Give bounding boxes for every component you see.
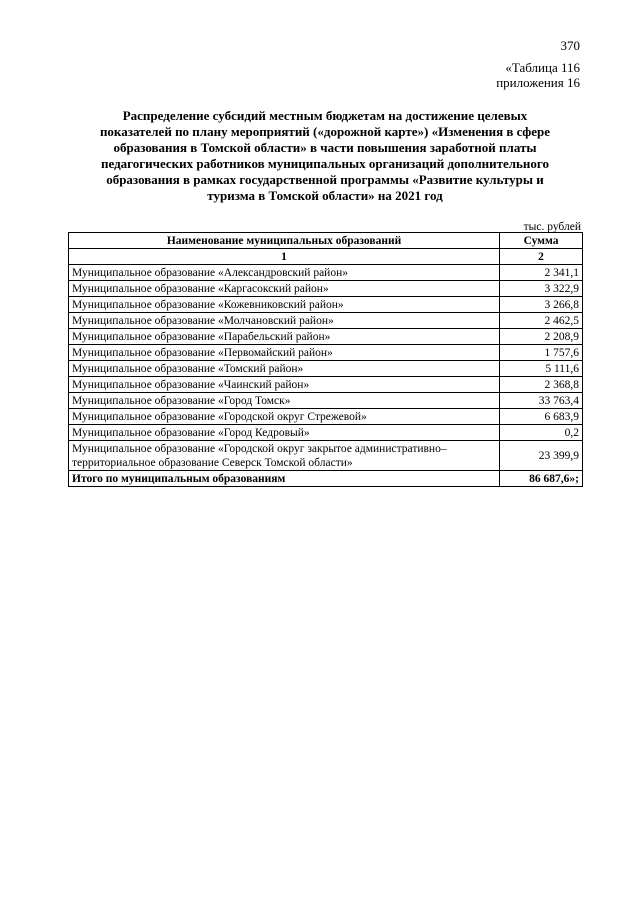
subsidies-table	[68, 232, 583, 487]
row-sum: 2 208,9	[500, 329, 583, 345]
row-sum: 1 757,6	[500, 345, 583, 361]
title-line: образования в рамках государственной программы «Развитие культуры и	[106, 172, 544, 187]
row-name: Муниципальное образование «Александровский район»	[69, 265, 500, 281]
table-row	[69, 281, 583, 297]
row-sum: 23 399,9	[500, 441, 583, 471]
total-sum: 86 687,6»;	[500, 471, 583, 487]
total-label: Итого по муниципальным образованиям	[69, 471, 500, 487]
table-row	[69, 345, 583, 361]
header-name: Наименование муниципальных образований	[69, 233, 500, 249]
table-row	[69, 441, 583, 471]
row-sum: 5 111,6	[500, 361, 583, 377]
title-line: педагогических работников муниципальных организаций дополнительного	[100, 156, 550, 171]
row-name: Муниципальное образование «Город Томск»	[69, 393, 500, 409]
column-number-2: 2	[500, 249, 583, 265]
row-sum: 2 341,1	[500, 265, 583, 281]
row-name: Муниципальное образование «Первомайский район»	[69, 345, 500, 361]
table-row	[69, 313, 583, 329]
row-name: Муниципальное образование «Молчановский район»	[69, 313, 500, 329]
row-sum: 33 763,4	[500, 393, 583, 409]
title-line: образования в Томской области» в части повышения заработной платы	[113, 140, 537, 155]
row-name: Муниципальное образование «Чаинский район»	[69, 377, 500, 393]
row-sum: 6 683,9	[500, 409, 583, 425]
table-row	[69, 393, 583, 409]
table-row	[69, 425, 583, 441]
row-name-line: Муниципальное образование «Городской округ закрытое административно–	[72, 442, 447, 455]
row-sum: 3 322,9	[500, 281, 583, 297]
table-header-row	[69, 233, 583, 249]
title-line: туризма в Томской области» на 2021 год	[207, 188, 443, 203]
row-sum: 2 462,5	[500, 313, 583, 329]
column-number-1: 1	[69, 249, 500, 265]
table-reference-line: «Таблица 116	[505, 60, 580, 75]
row-name: Муниципальное образование «Кожевниковский район»	[69, 297, 500, 313]
row-name-line: территориальное образование Северск Томской области»	[72, 456, 353, 469]
column-numbers-row	[69, 249, 583, 265]
row-name: Муниципальное образование «Томский район»	[69, 361, 500, 377]
page-number: 370	[560, 38, 580, 53]
title-line: показателей по плану мероприятий («дорожной карте») «Изменения в сфере	[99, 124, 551, 139]
table-row	[69, 265, 583, 281]
table-reference-line: приложения 16	[496, 75, 580, 90]
document-title	[68, 108, 582, 204]
table-row	[69, 361, 583, 377]
row-name: Муниципальное образование «Городской округ Стрежевой»	[69, 409, 500, 425]
row-name	[69, 441, 500, 471]
total-row	[69, 471, 583, 487]
row-name: Муниципальное образование «Каргасокский район»	[69, 281, 500, 297]
title-line: Распределение субсидий местным бюджетам на достижение целевых	[122, 108, 528, 123]
row-name: Муниципальное образование «Город Кедровый»	[69, 425, 500, 441]
table-reference	[496, 60, 580, 90]
header-sum: Сумма	[500, 233, 583, 249]
table-row	[69, 409, 583, 425]
table-row	[69, 377, 583, 393]
row-sum: 2 368,8	[500, 377, 583, 393]
table-row	[69, 329, 583, 345]
row-sum: 3 266,8	[500, 297, 583, 313]
row-sum: 0,2	[500, 425, 583, 441]
units-label: тыс. рублей	[523, 221, 581, 233]
row-name: Муниципальное образование «Парабельский район»	[69, 329, 500, 345]
table-row	[69, 297, 583, 313]
